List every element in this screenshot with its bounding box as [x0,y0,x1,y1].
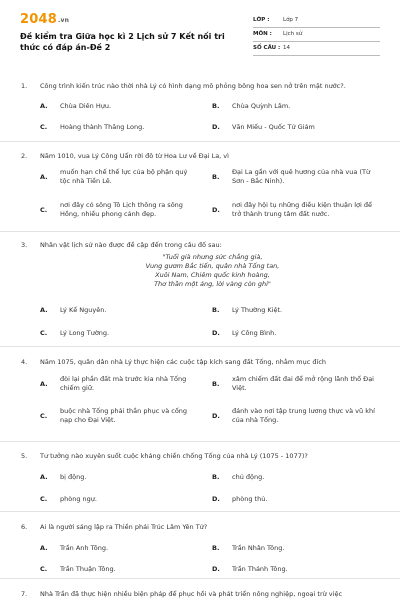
option-letter: B. [212,544,220,552]
option-a[interactable] [40,375,200,395]
option-text: phòng thủ. [232,495,268,503]
option-b[interactable] [212,168,372,188]
option-text: nơi đây hội tụ những điều kiện thuận lợi để trở thành trung tâm đất nước. [232,201,372,218]
option-letter: A. [40,544,48,552]
option-text: Văn Miếu - Quốc Tử Giám [232,123,315,131]
question-text: Nhân vật lịch sử nào được đề cập đến trong câu đố sau: [40,241,222,249]
option-letter: B. [212,380,220,388]
question-text: Công trình kiến trúc nào thời nhà Lý có hình dạng mô phỏng bông hoa sen nở trên mặt nước?. [40,82,346,90]
meta-key: LỚP : [253,17,270,23]
logo-suffix: .vn [57,17,70,24]
option-text: Trần Thánh Tông. [232,565,288,573]
option-letter: D. [212,206,220,214]
document-header [0,0,400,64]
option-text: buộc nhà Tống phải thần phục và cống nạp cho Đại Việt. [60,407,188,424]
option-text: đòi lại phần đất mà trước kia nhà Tống chiếm giữ. [60,375,187,392]
option-text: Trần Thuận Tông. [60,565,116,573]
meta-key: SỐ CÂU : [253,45,281,51]
meta-row-subject [253,28,380,42]
question-text: Nhà Trần đã thực hiện nhiều biện pháp để phục hồi và phát triển nông nghiệp, ngoại trừ việc [40,590,343,598]
question-number: 1. [21,82,28,90]
option-text: xâm chiếm đất đai để mở rộng lãnh thổ Đại Việt. [232,375,374,392]
option-text: bị động. [60,473,87,481]
option-letter: C. [40,495,48,503]
question-text: Tư tưởng nào xuyên suốt cuộc kháng chiến chống Tống của nhà Lý (1075 - 1077)? [40,452,308,460]
question-text: Năm 1010, vua Lý Công Uẩn rời đô từ Hoa Lư về Đại La, vì [40,152,229,160]
option-d[interactable] [212,201,372,221]
option-d[interactable] [212,407,375,427]
question-3 [0,232,400,347]
option-letter: C. [40,412,48,420]
option-text: Trần Anh Tông. [60,544,109,552]
question-number: 7. [21,590,28,598]
option-letter: C. [40,206,48,214]
question-7 [0,579,400,599]
option-c[interactable] [40,407,200,427]
meta-value: Lớp 7 [283,17,299,23]
option-letter: B. [212,102,220,110]
question-2 [0,142,400,232]
option-text: nơi đây có sông Tô Lịch thông ra sông Hồng, nhiều phong cảnh đẹp. [60,201,183,218]
option-letter: A. [40,306,48,314]
option-text: chủ động. [232,473,265,481]
option-text: Lý Long Tường. [60,329,110,337]
meta-value: 14 [283,45,290,51]
option-text: Đại La gần với quê hương của nhà vua (Từ Sơn - Bắc Ninh). [232,168,371,185]
option-letter: D. [212,123,220,131]
option-letter: D. [212,412,220,420]
option-letter: A. [40,102,48,110]
option-letter: D. [212,329,220,337]
option-text: Chùa Quỳnh Lâm. [232,102,291,110]
meta-row-count [253,42,380,56]
option-letter: C. [40,329,48,337]
poem-line: Vung gươm Bắc tiến, quân nhà Tống tan, [145,262,280,270]
option-letter: B. [212,473,220,481]
question-6 [0,512,400,579]
meta-key: MÔN : [253,31,272,37]
option-letter: B. [212,173,220,181]
option-a[interactable] [40,168,200,188]
question-number: 2. [21,152,28,160]
option-letter: D. [212,495,220,503]
poem-line: Thơ thần một áng, lời vàng còn ghi" [154,280,271,288]
option-b[interactable] [212,375,372,395]
poem-line: Xuôi Nam, Chiêm quốc kinh hoàng, [155,271,270,279]
option-c[interactable] [40,201,200,221]
question-5 [0,442,400,512]
option-text: phòng ngự. [60,495,97,503]
option-text: Chùa Diên Hựu. [60,102,112,110]
option-text: Lý Thường Kiệt. [232,306,283,314]
poem-line: "Tuổi già nhưng sức chẳng già, [162,253,263,261]
logo-text: 2048 [20,12,57,27]
meta-info [253,14,380,56]
question-number: 6. [21,523,28,531]
option-letter: C. [40,565,48,573]
option-text: muốn hạn chế thế lực của bộ phận quý tộc nhà Tiền Lê. [60,168,188,185]
option-letter: C. [40,123,48,131]
question-1 [0,72,400,142]
question-4 [0,347,400,442]
question-number: 5. [21,452,28,460]
meta-value: Lịch sử [283,31,303,37]
document-title: Đề kiểm tra Giữa học kì 2 Lịch sử 7 Kết nối tri thức có đáp án-Đề 2 [20,32,225,52]
option-letter: A. [40,173,48,181]
site-logo[interactable] [20,12,69,27]
question-text: Năm 1075, quân dân nhà Lý thực hiện các cuộc tập kích sang đất Tống, nhằm mục đích [40,358,327,366]
option-text: Lý Công Bình. [232,329,277,337]
option-letter: D. [212,565,220,573]
question-list [0,72,400,599]
option-text: Trần Nhân Tông. [232,544,285,552]
question-text: Ai là người sáng lập ra Thiền phái Trúc Lâm Yên Tử? [40,523,208,531]
question-number: 3. [21,241,28,249]
option-letter: A. [40,380,48,388]
meta-row-class [253,14,380,28]
option-letter: A. [40,473,48,481]
option-text: đánh vào nơi tập trung lương thực và vũ khí của nhà Tống. [232,407,375,424]
riddle-poem [40,253,385,289]
option-text: Hoàng thành Thăng Long. [60,123,145,131]
option-text: Lý Kế Nguyên. [60,306,107,314]
question-number: 4. [21,358,28,366]
option-letter: B. [212,306,220,314]
